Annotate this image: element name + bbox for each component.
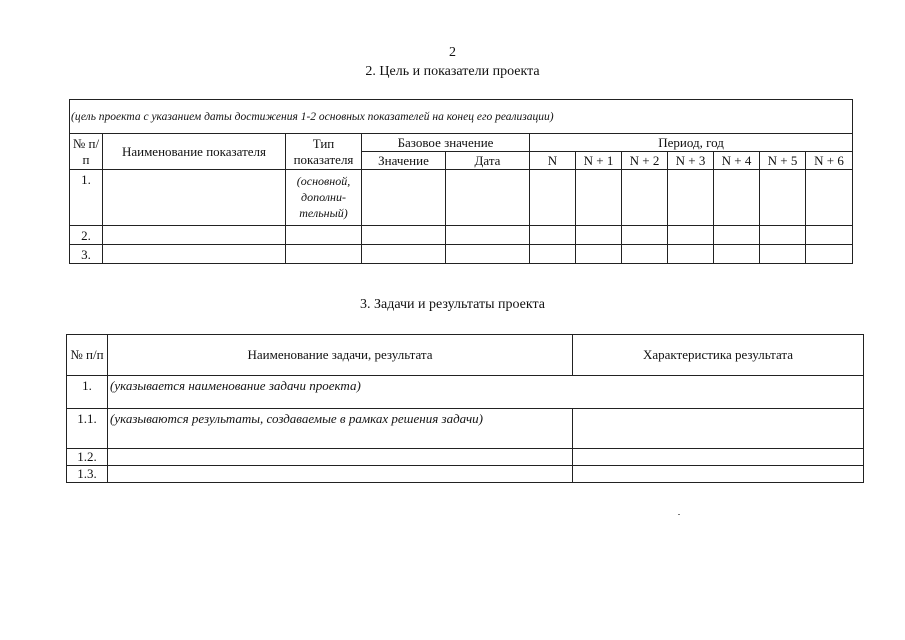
- header-period: Период, год: [530, 134, 853, 152]
- period-cell: [806, 226, 853, 245]
- table-row: [70, 245, 853, 264]
- period-cell: [668, 245, 714, 264]
- period-cell: [530, 245, 576, 264]
- row-number: 3.: [70, 245, 103, 264]
- period-cell: [760, 226, 806, 245]
- period-cell: [760, 245, 806, 264]
- page-number: 2: [449, 45, 456, 60]
- base-value-cell: [362, 226, 446, 245]
- table-row: [67, 449, 864, 466]
- base-date-cell: [446, 245, 530, 264]
- row-number: 1.: [70, 170, 103, 226]
- period-cell: [530, 170, 576, 226]
- header-indicator-name: Наименование показателя: [103, 134, 286, 170]
- result-name-cell: [108, 466, 573, 483]
- period-cell: [668, 226, 714, 245]
- header-task-name: Наименование задачи, результата: [108, 335, 573, 376]
- period-cell: [714, 245, 760, 264]
- row-number: 1.: [67, 376, 108, 409]
- period-cell: [806, 170, 853, 226]
- indicator-name-cell: [103, 226, 286, 245]
- base-date-cell: [446, 170, 530, 226]
- indicator-name-cell: [103, 245, 286, 264]
- section-3-title: 3. Задачи и результаты проекта: [359, 297, 546, 312]
- period-cell: [714, 170, 760, 226]
- header-period-n4: N + 4: [714, 152, 760, 170]
- indicator-name-cell: [103, 170, 286, 226]
- indicator-type-cell: [286, 245, 362, 264]
- row-number: 2.: [70, 226, 103, 245]
- result-characteristic-cell: [573, 449, 864, 466]
- period-cell: [622, 170, 668, 226]
- header-period-n5: N + 5: [760, 152, 806, 170]
- header-base-value: Базовое значение: [362, 134, 530, 152]
- period-cell: [530, 226, 576, 245]
- period-cell: [806, 245, 853, 264]
- header-indicator-type: Тип показателя: [286, 134, 362, 170]
- table-row: [70, 226, 853, 245]
- table-row: [67, 466, 864, 483]
- period-cell: [668, 170, 714, 226]
- scan-mark: [678, 514, 680, 515]
- header-task-num: № п/п: [67, 335, 108, 376]
- header-result-characteristic: Характеристика результата: [573, 335, 864, 376]
- indicators-table: [69, 99, 853, 264]
- result-characteristic-cell: [573, 409, 864, 449]
- indicator-type-cell: (основной, дополни-тельный): [286, 170, 362, 226]
- header-period-n1: N + 1: [576, 152, 622, 170]
- header-period-n2: N + 2: [622, 152, 668, 170]
- base-value-cell: [362, 245, 446, 264]
- row-number: 1.2.: [67, 449, 108, 466]
- task-name-cell: (указывается наименование задачи проекта): [108, 376, 864, 409]
- period-cell: [760, 170, 806, 226]
- table-row: [67, 409, 864, 449]
- header-num: № п/п: [70, 134, 103, 170]
- row-number: 1.3.: [67, 466, 108, 483]
- result-name-cell: (указываются результаты, создаваемые в рамках решения задачи): [108, 409, 573, 449]
- result-characteristic-cell: [573, 466, 864, 483]
- period-cell: [714, 226, 760, 245]
- section-2-title: 2. Цель и показатели проекта: [365, 64, 540, 79]
- header-base-value-date: Дата: [446, 152, 530, 170]
- header-period-n6: N + 6: [806, 152, 853, 170]
- header-base-value-value: Значение: [362, 152, 446, 170]
- table-row: [70, 170, 853, 226]
- period-cell: [622, 245, 668, 264]
- period-cell: [576, 226, 622, 245]
- header-period-n3: N + 3: [668, 152, 714, 170]
- base-value-cell: [362, 170, 446, 226]
- goal-note: (цель проекта с указанием даты достижения 1-2 основных показателей на конец его реализации): [70, 100, 853, 134]
- header-period-n: N: [530, 152, 576, 170]
- period-cell: [622, 226, 668, 245]
- result-name-cell: [108, 449, 573, 466]
- indicator-type-cell: [286, 226, 362, 245]
- period-cell: [576, 170, 622, 226]
- period-cell: [576, 245, 622, 264]
- table-row: [67, 376, 864, 409]
- row-number: 1.1.: [67, 409, 108, 449]
- tasks-table: [66, 334, 864, 483]
- base-date-cell: [446, 226, 530, 245]
